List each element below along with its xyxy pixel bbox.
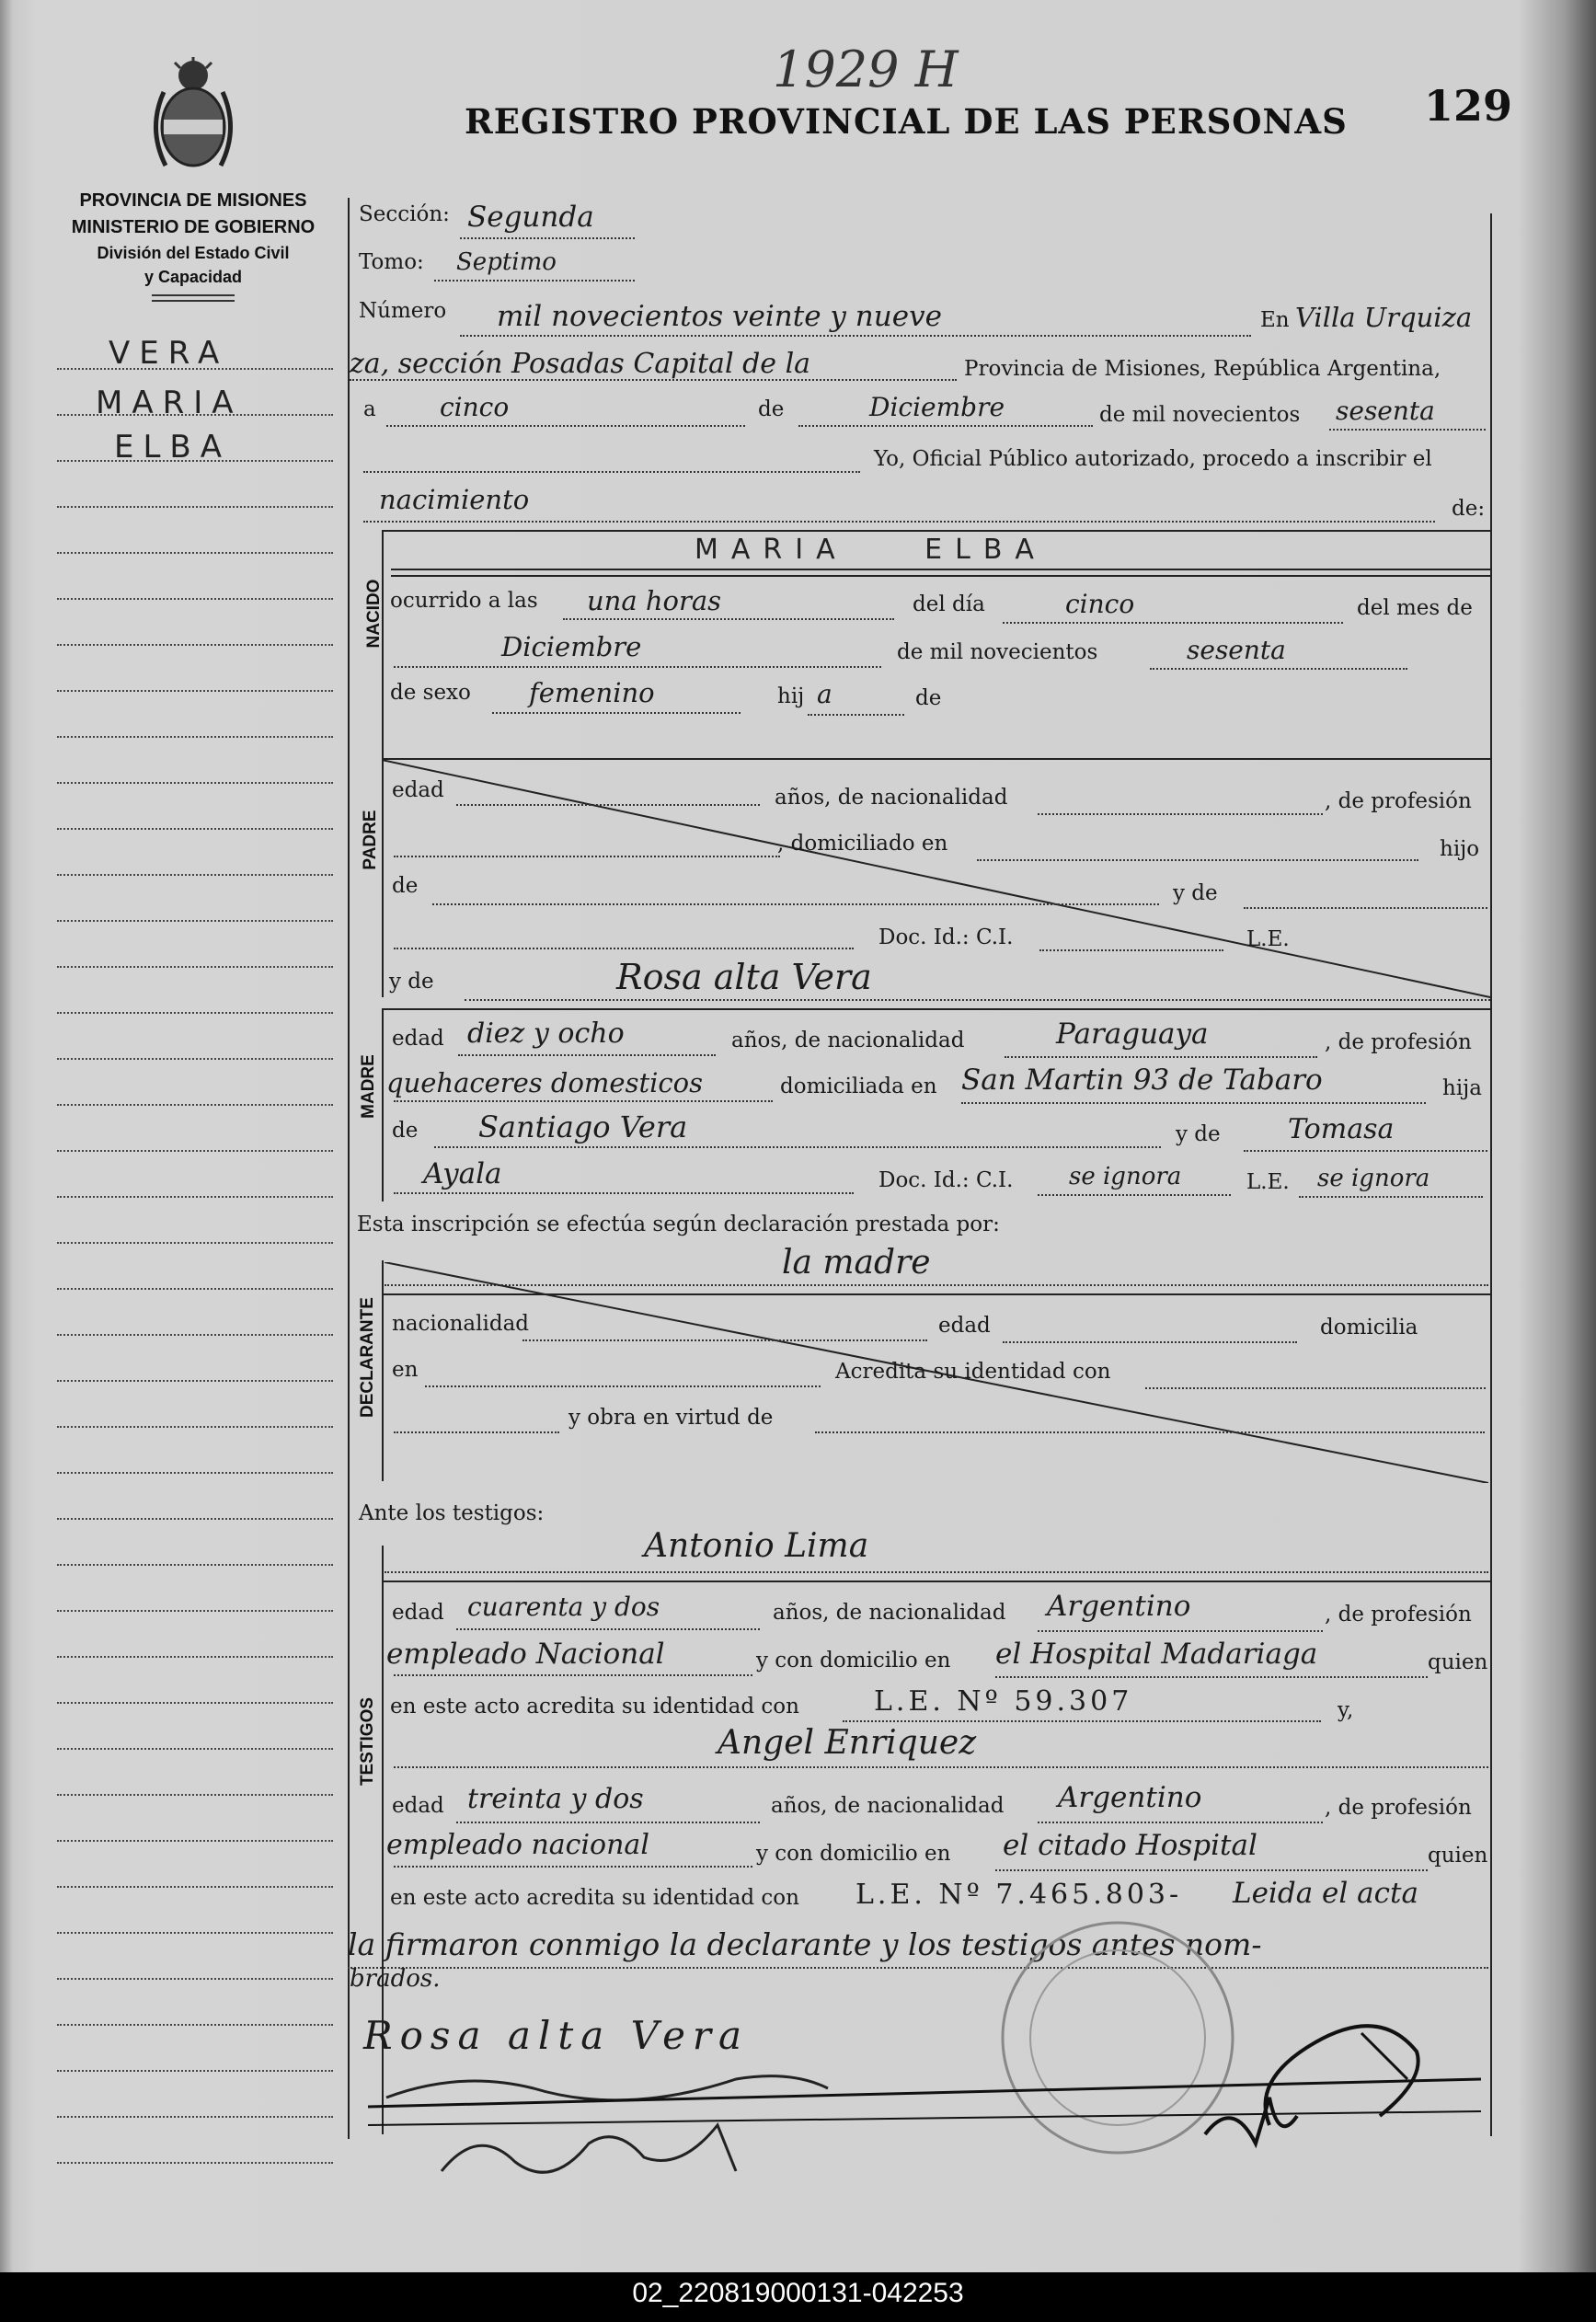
madre-name-value: Rosa alta Vera: [616, 957, 872, 997]
t1-quien-label: quien: [1428, 1650, 1488, 1674]
provincia-text: Provincia de Misiones, República Argentina,: [964, 357, 1441, 381]
numero-label: Número: [359, 299, 447, 323]
t2-domicilio-value: el citado Hospital: [1003, 1829, 1257, 1862]
madre-domiciliada-label: domiciliada en: [780, 1075, 937, 1098]
del-mes-label: del mes de: [1357, 596, 1473, 620]
declarante-edad-label: edad: [938, 1314, 991, 1338]
margin-ruled-line: [57, 1886, 333, 1888]
margin-ruled-line: [57, 2162, 333, 2164]
nacido-year-label: de mil novecientos: [897, 640, 1098, 664]
margin-ruled-line: [57, 644, 333, 646]
nacido-name-value: MARIA ELBA: [695, 534, 1047, 566]
tomo-label: Tomo:: [359, 250, 424, 274]
margin-ruled-line: [57, 1012, 333, 1014]
margin-ruled-line: [57, 690, 333, 692]
numero-value: mil novecientos veinte y nueve: [497, 300, 942, 333]
margin-ruled-line: [57, 1518, 333, 1520]
padre-tab: PADRE: [361, 810, 380, 870]
registry-month-value: Diciembre: [869, 392, 1005, 422]
closing-text-1: Leida el acta: [1233, 1877, 1418, 1910]
margin-ruled-line: [57, 920, 333, 922]
margin-ruled-line: [57, 1104, 333, 1106]
inscribir-value: nacimiento: [379, 484, 530, 515]
t1-profesion-value: empleado Nacional: [386, 1638, 665, 1671]
t1-edad-value: cuarenta y dos: [467, 1592, 660, 1622]
madre-edad-value: diez y ocho: [467, 1017, 625, 1050]
year-label: de mil novecientos: [1099, 403, 1301, 427]
margin-ruled-line: [57, 1748, 333, 1750]
declarante-en-label: en: [392, 1358, 419, 1382]
agency-line: División del Estado Civil: [97, 244, 290, 262]
madre-ci-value: se ignora: [1069, 1163, 1182, 1190]
t2-edad-label: edad: [392, 1794, 444, 1818]
en-label: En: [1260, 308, 1290, 332]
padre-domiciliado-label: , domiciliado en: [777, 832, 948, 856]
testigo-2-name: Angel Enriquez: [718, 1724, 977, 1762]
madre-hija-label: hija: [1442, 1076, 1483, 1100]
madre-madre-value-1: Tomasa: [1288, 1113, 1395, 1145]
testigo-1-name: Antonio Lima: [644, 1527, 869, 1565]
seccion-value: Segunda: [467, 201, 594, 234]
margin-ruled-line: [57, 1242, 333, 1244]
t1-nacionalidad-value: Argentino: [1047, 1590, 1191, 1623]
del-dia-label: del día: [913, 592, 985, 616]
madre-le-label: L.E.: [1246, 1170, 1290, 1194]
margin-ruled-line: [57, 1288, 333, 1290]
sexo-value: femenino: [529, 677, 655, 708]
registry-day-value: cinco: [440, 392, 510, 422]
margin-first-name: MARIA: [96, 385, 243, 421]
margin-ruled-line: [57, 1656, 333, 1658]
madre-edad-label: edad: [392, 1027, 444, 1051]
t2-quien-label: quien: [1428, 1844, 1488, 1868]
madre-profesion-value: quehaceres domesticos: [386, 1067, 703, 1098]
t2-nacionalidad-value: Argentino: [1058, 1781, 1202, 1814]
madre-nacionalidad-value: Paraguaya: [1056, 1017, 1209, 1051]
margin-ruled-line: [57, 1196, 333, 1198]
madre-y-de-label: y de: [389, 970, 434, 994]
footer-code: 02_220819000131-042253: [632, 2278, 964, 2308]
margin-ruled-line: [57, 874, 333, 876]
madre-profesion-label: , de profesión: [1325, 1030, 1472, 1054]
margin-ruled-line: [57, 1426, 333, 1428]
t1-y-label: y,: [1338, 1698, 1354, 1722]
testigos-intro: Ante los testigos:: [359, 1501, 545, 1525]
coat-of-arms-icon: [147, 55, 239, 175]
margin-ruled-line: [57, 598, 333, 600]
t1-domicilio-label: y con domicilio en: [756, 1649, 951, 1673]
t1-edad-label: edad: [392, 1601, 444, 1625]
nacido-tab: NACIDO: [364, 579, 384, 649]
place-value-2: za, sección Posadas Capital de la: [350, 348, 811, 380]
margin-ruled-line: [57, 1840, 333, 1842]
padre-profesion-label: , de profesión: [1325, 789, 1472, 813]
margin-ruled-line: [57, 782, 333, 784]
nacido-de-label: de: [915, 686, 942, 710]
t2-profesion-value: empleado nacional: [386, 1829, 649, 1861]
madre-de-label: de: [392, 1119, 419, 1143]
registry-year-value: sesenta: [1336, 396, 1435, 426]
padre-doc-label: Doc. Id.: C.I.: [878, 925, 1014, 949]
agency-line: PROVINCIA DE MISIONES: [79, 190, 307, 211]
de-colon-label: de:: [1452, 497, 1486, 521]
margin-ruled-line: [57, 1472, 333, 1474]
agency-line: MINISTERIO DE GOBIERNO: [71, 217, 316, 237]
page-number: 129: [1424, 81, 1513, 131]
margin-ruled-line: [57, 1702, 333, 1704]
ocurrido-label: ocurrido a las: [390, 589, 538, 613]
margin-ruled-line: [57, 1794, 333, 1796]
madre-tab: MADRE: [359, 1054, 378, 1119]
margin-ruled-line: [57, 736, 333, 738]
form-left-border: [348, 198, 350, 2139]
de-label: de: [758, 397, 785, 421]
madre-padre-value: Santiago Vera: [478, 1109, 688, 1144]
nacido-year-value: sesenta: [1187, 635, 1286, 665]
declarante-domicilio-label: domicilia: [1320, 1316, 1418, 1339]
a-label: a: [363, 397, 376, 421]
padre-de-label: de: [392, 874, 419, 898]
hij-label: hij: [777, 684, 805, 708]
seccion-label: Sección:: [359, 202, 450, 226]
form-right-border: [1490, 213, 1492, 2136]
margin-ruled-line: [57, 1334, 333, 1336]
page-title: REGISTRO PROVINCIAL DE LAS PERSONAS: [465, 101, 1348, 142]
padre-edad-label: edad: [392, 778, 444, 802]
handwritten-record-number: 1929 H: [773, 40, 959, 98]
t2-anos-label: años, de nacionalidad: [771, 1794, 1005, 1818]
declarante-intro: Esta inscripción se efectúa según declaración prestada por:: [357, 1213, 1000, 1236]
nacido-day-value: cinco: [1065, 589, 1135, 619]
hour-value: una horas: [587, 585, 722, 616]
margin-ruled-line: [57, 828, 333, 830]
declarante-nacionalidad-label: nacionalidad: [392, 1312, 530, 1336]
sexo-label: de sexo: [390, 681, 471, 705]
margin-ruled-line: [57, 1610, 333, 1612]
madre-domicilio-value: San Martin 93 de Tabaro: [961, 1063, 1323, 1097]
declarante-obra-label: y obra en virtud de: [568, 1406, 774, 1430]
margin-ruled-line: [57, 1564, 333, 1566]
t1-profesion-label: , de profesión: [1325, 1603, 1472, 1627]
nacido-month-value: Diciembre: [501, 631, 642, 662]
handwritten-signatures: [350, 1987, 1490, 2190]
closing-text-2: la firmaron conmigo la declarante y los testigos antes nom-: [348, 1926, 1262, 1962]
margin-ruled-line: [57, 2070, 333, 2072]
t2-domicilio-label: y con domicilio en: [756, 1842, 951, 1866]
tomo-value: Septimo: [456, 248, 557, 276]
margin-surname: VERA: [109, 335, 229, 372]
madre-madre-value-2: Ayala: [423, 1157, 502, 1190]
padre-y-de-label: y de: [1173, 881, 1218, 905]
t1-doc-value: L.E. Nº 59.307: [874, 1685, 1133, 1718]
declarante-name-value: la madre: [782, 1244, 931, 1282]
agency-line: y Capacidad: [144, 268, 243, 286]
closing-text-3: brados.: [350, 1965, 441, 1993]
t1-acredita-label: en este acto acredita su identidad con: [390, 1695, 799, 1719]
margin-ruled-line: [57, 966, 333, 968]
madre-doc-label: Doc. Id.: C.I.: [878, 1168, 1014, 1192]
signature-declarante: Rosa alta Vera: [363, 2013, 750, 2058]
oficial-text: Yo, Oficial Público autorizado, procedo a inscribir el: [874, 447, 1432, 471]
margin-ruled-line: [57, 506, 333, 508]
margin-ruled-line: [57, 2024, 333, 2026]
padre-hijo-label: hijo: [1440, 837, 1480, 861]
place-value-1: Villa Urquiza: [1295, 302, 1473, 333]
agency-block: [55, 188, 331, 302]
declarante-tab: DECLARANTE: [358, 1297, 377, 1418]
t2-acredita-label: en este acto acredita su identidad con: [390, 1886, 799, 1910]
padre-le-label: L.E.: [1246, 927, 1290, 951]
margin-ruled-line: [57, 1932, 333, 1934]
t1-domicilio-value: el Hospital Madariaga: [995, 1638, 1318, 1671]
padre-anos-label: años, de nacionalidad: [775, 786, 1008, 810]
madre-le-value: se ignora: [1317, 1165, 1430, 1192]
margin-ruled-line: [57, 552, 333, 554]
testigos-tab: TESTIGOS: [358, 1696, 377, 1787]
margin-ruled-line: [57, 1978, 333, 1980]
declarante-acredita-label: Acredita su identidad con: [835, 1360, 1111, 1384]
margin-ruled-line: [57, 1150, 333, 1152]
madre-anos-label: años, de nacionalidad: [731, 1029, 965, 1052]
margin-ruled-line: [57, 2116, 333, 2118]
madre-y-de-label-2: y de: [1176, 1122, 1221, 1146]
t2-edad-value: treinta y dos: [467, 1783, 644, 1815]
margin-middle-name: ELBA: [114, 429, 232, 466]
hij-value: a: [817, 679, 832, 709]
t2-doc-value: L.E. Nº 7.465.803-: [855, 1879, 1183, 1911]
margin-ruled-line: [57, 1058, 333, 1060]
t2-profesion-label: , de profesión: [1325, 1796, 1472, 1820]
t1-anos-label: años, de nacionalidad: [773, 1601, 1006, 1625]
margin-ruled-line: [57, 1380, 333, 1382]
